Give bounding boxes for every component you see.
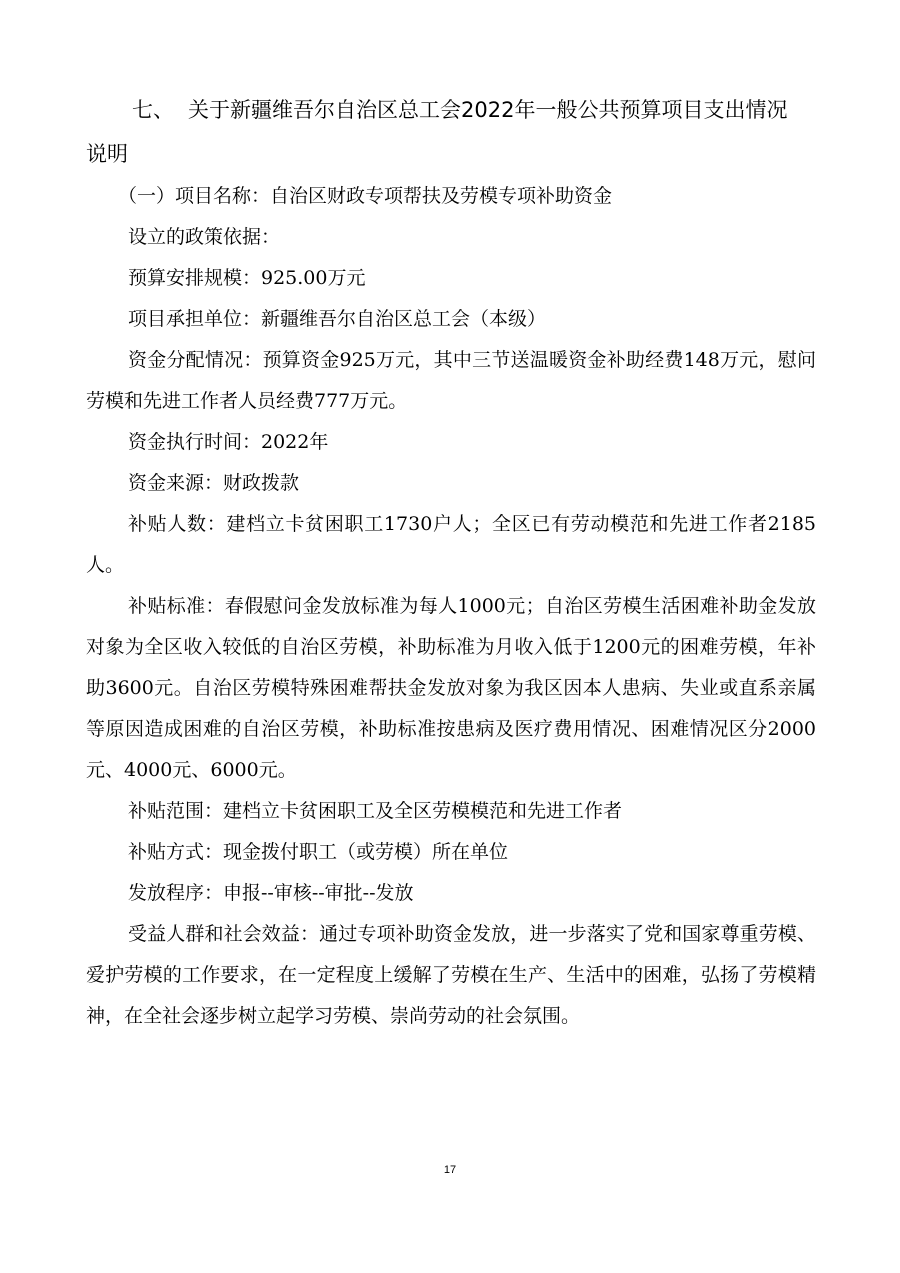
execution-time: 资金执行时间：2022年 [128, 431, 329, 453]
section-title-line2: 说明 [86, 142, 128, 166]
section-heading [86, 88, 816, 132]
budget-scale: 预算安排规模：925.00万元 [128, 267, 366, 289]
section-title-line1: 关于新疆维吾尔自治区总工会2022年一般公共预算项目支出情况 [188, 98, 788, 122]
policy-basis: 设立的政策依据： [128, 226, 281, 248]
distribution-procedure: 发放程序：申报--审核--审批--发放 [128, 882, 414, 904]
fund-allocation: 资金分配情况：预算资金925万元，其中三节送温暖资金补助经费148万元，慰问劳模和先进工作者人员经费777万元。 [86, 349, 816, 412]
subsidy-count: 补贴人数：建档立卡贫困职工1730户人；全区已有劳动模范和先进工作者2185人。 [86, 513, 816, 576]
subsidy-standard: 补贴标准：春假慰问金发放标准为每人1000元；自治区劳模生活困难补助金发放对象为全区收入较低的自治区劳模，补助标准为月收入低于1200元的困难劳模，年补助3600元。自治区劳模特殊困难帮扶金发放对象为我区因本人患病、失业或直系亲属等原因造成困难的自治区劳模，补助标准按患病及医疗费用情况、困难情况区分2000元、4000元、6000元。 [86, 595, 816, 781]
section-number: 七、 [132, 98, 174, 122]
responsible-unit: 项目承担单位：新疆维吾尔自治区总工会（本级） [128, 308, 547, 330]
section-heading-continued [86, 132, 816, 176]
social-benefit: 受益人群和社会效益：通过专项补助资金发放，进一步落实了党和国家尊重劳模、爱护劳模的工作要求，在一定程度上缓解了劳模在生产、生活中的困难，弘扬了劳模精神，在全社会逐步树立起学习劳模、崇尚劳动的社会氛围。 [86, 923, 816, 1027]
subsidy-scope: 补贴范围：建档立卡贫困职工及全区劳模模范和先进工作者 [128, 800, 623, 822]
page-number: 17 [443, 1164, 457, 1176]
subsidy-method: 补贴方式：现金拨付职工（或劳模）所在单位 [128, 841, 509, 863]
project-name: （一）项目名称：自治区财政专项帮扶及劳模专项补助资金 [118, 185, 613, 207]
fund-source: 资金来源：财政拨款 [128, 472, 300, 494]
document-body [86, 88, 816, 1037]
